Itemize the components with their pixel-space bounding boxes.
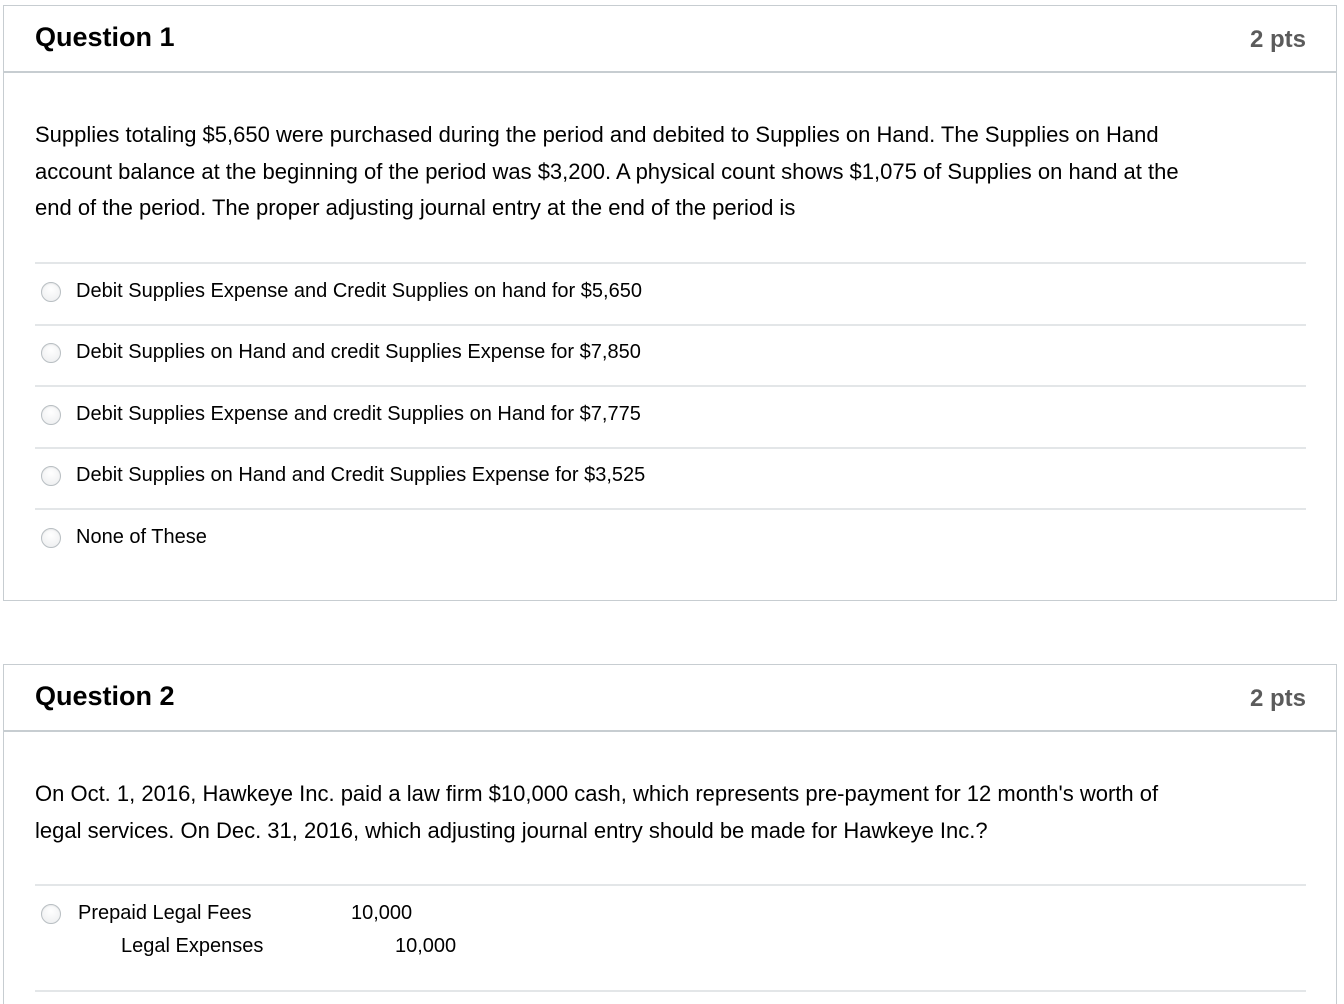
answer-label[interactable]: Debit Supplies Expense and Credit Supplies on hand for $5,650 [76, 280, 642, 302]
answer-label[interactable]: Debit Supplies Expense and credit Supplies on Hand for $7,775 [76, 403, 641, 425]
question-text [35, 776, 1305, 849]
question-title: Question 1 [35, 22, 175, 52]
radio-button[interactable] [41, 466, 61, 486]
question-card [3, 5, 1337, 601]
question-points: 2 pts [1249, 685, 1306, 712]
question-text-line: end of the period. The proper adjusting journal entry at the end of the period is [35, 195, 796, 220]
answer-divider [35, 990, 1306, 992]
answer-option[interactable] [35, 386, 1306, 446]
radio-button[interactable] [41, 405, 61, 425]
question-text [35, 117, 1305, 227]
question-header [4, 665, 1336, 732]
answer-label[interactable]: None of These [76, 526, 207, 548]
question-text-line: On Oct. 1, 2016, Hawkeye Inc. paid a law firm $10,000 cash, which represents pre-payment for 12 month's worth of [35, 781, 1159, 806]
radio-button[interactable] [41, 528, 61, 548]
radio-button[interactable] [41, 282, 61, 302]
credit-account[interactable]: Legal Expenses [121, 935, 264, 957]
debit-account[interactable]: Prepaid Legal Fees [78, 902, 252, 924]
answer-option[interactable] [35, 263, 1306, 323]
radio-button[interactable] [41, 904, 61, 924]
question-text-line: account balance at the beginning of the period was $3,200. A physical count shows $1,075 of Supplies on hand at the [35, 158, 1179, 184]
question-header [4, 6, 1336, 73]
radio-button[interactable] [41, 343, 61, 363]
credit-amount[interactable]: 10,000 [395, 935, 457, 957]
answer-label[interactable]: Debit Supplies on Hand and credit Supplies Expense for $7,850 [76, 341, 641, 363]
answer-option[interactable] [35, 885, 1306, 985]
question-points: 2 pts [1249, 26, 1306, 53]
question-text-line: Supplies totaling $5,650 were purchased during the period and debited to Supplies on Hand. The Supplies on Hand [35, 122, 1159, 147]
question-card [3, 664, 1337, 1004]
answer-option[interactable] [35, 447, 1306, 507]
question-text-line: legal services. On Dec. 31, 2016, which adjusting journal entry should be made for Hawkeye Inc.? [35, 817, 988, 843]
question-title: Question 2 [35, 681, 175, 711]
answer-label[interactable]: Debit Supplies on Hand and Credit Supplies Expense for $3,525 [76, 464, 646, 486]
answer-option[interactable] [35, 509, 1306, 569]
answer-option[interactable] [35, 324, 1306, 384]
debit-amount[interactable]: 10,000 [351, 902, 413, 924]
